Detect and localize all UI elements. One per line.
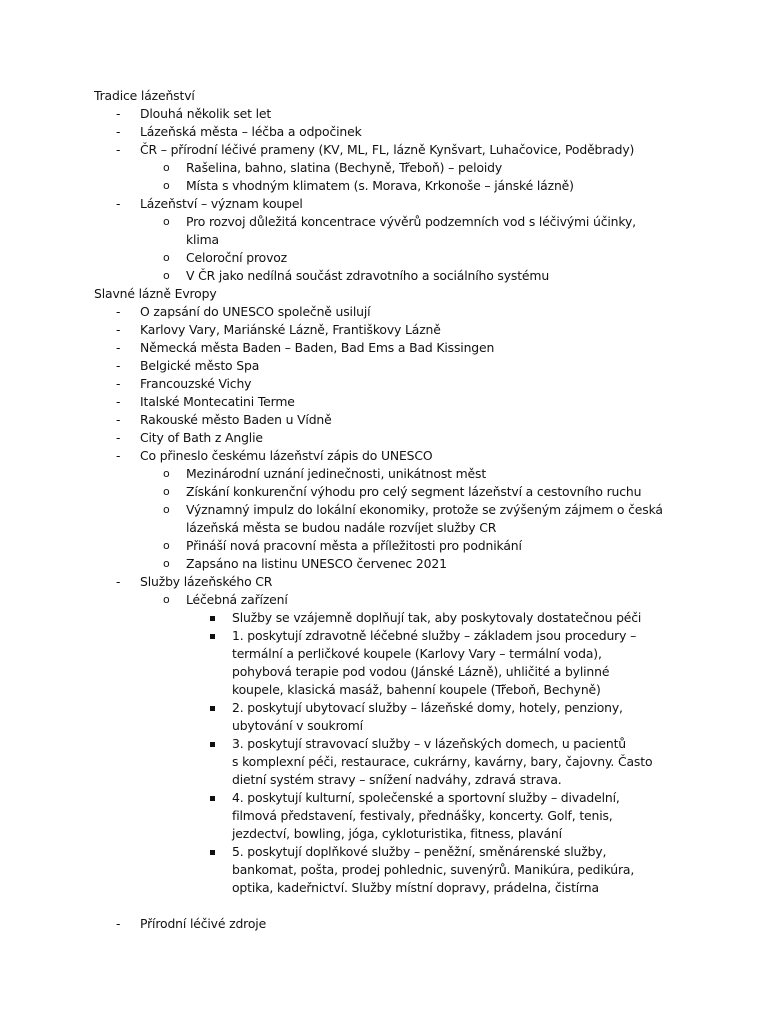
list-item-text: Lázeňská města – léčba a odpočinek [140, 124, 362, 139]
list-item-text: Italské Montecatini Terme [140, 394, 295, 409]
section-heading-text: Slavné lázně Evropy [94, 286, 217, 301]
dash-bullet: - [116, 376, 121, 391]
sub-list-item-text: klima [186, 232, 219, 247]
square-bullet [210, 627, 215, 639]
sub-list-item-text: Místa s vhodným klimatem (s. Morava, Krkonoše – jánské lázně) [186, 178, 574, 193]
square-bullet [210, 735, 215, 747]
sub-list-item-text: V ČR jako nedílná součást zdravotního a sociálního systému [186, 268, 550, 283]
dash-bullet: - [116, 304, 121, 319]
list-item-text: Belgické město Spa [140, 358, 260, 373]
dash-bullet: - [116, 412, 121, 427]
list-item-text: Co přineslo českému lázeňství zápis do UNESCO [140, 448, 433, 463]
sub-list-item-text: Zapsáno na listinu UNESCO červenec 2021 [186, 556, 447, 571]
section-heading-text: Tradice lázeňství [94, 88, 195, 103]
dash-bullet: - [116, 394, 121, 409]
dash-bullet: - [116, 574, 121, 589]
sub-list-item-text: lázeňská města se budou nadále rozvíjet služby CR [186, 520, 497, 535]
sub-sub-list-item-text: dietní systém stravy – snížení nadváhy, zdravá strava. [232, 772, 562, 787]
square-bullet [210, 609, 215, 621]
circle-bullet: o [163, 215, 170, 228]
dash-bullet: - [116, 448, 121, 463]
list-item-text: Francouzské Vichy [140, 376, 252, 391]
sub-list-item-text: Přináší nová pracovní města a příležitosti pro podnikání [186, 538, 522, 553]
sub-sub-list-item-text: Služby se vzájemně doplňují tak, aby poskytovaly dostatečnou péči [232, 610, 642, 625]
circle-bullet: o [163, 161, 170, 174]
dash-bullet: - [116, 124, 121, 139]
sub-sub-list-item-text: s komplexní péči, restaurace, cukrárny, kavárny, bary, čajovny. Často [232, 754, 653, 769]
sub-sub-list-item-text: koupele, klasická masáž, bahenní koupele (Třeboň, Bechyně) [232, 682, 601, 697]
sub-sub-list-item-text: jezdectví, bowling, jóga, cykloturistika, fitness, plavání [232, 826, 562, 841]
sub-sub-list-item-text: 2. poskytují ubytovací služby – lázeňské domy, hotely, penziony, [232, 700, 623, 715]
sub-sub-list-item-text: 4. poskytují kulturní, společenské a sportovní služby – divadelní, [232, 790, 620, 805]
dash-bullet: - [116, 340, 121, 355]
circle-bullet: o [163, 503, 170, 516]
sub-list-item-text: Celoroční provoz [186, 250, 288, 265]
sub-sub-list-item-text: termální a perličkové koupele (Karlovy Vary – termální voda), [232, 646, 602, 661]
list-item-text: City of Bath z Anglie [140, 430, 263, 445]
sub-sub-list-item-text: 1. poskytují zdravotně léčebné služby – základem jsou procedury – [232, 628, 637, 643]
sub-list-item-text: Získání konkurenční výhodu pro celý segment lázeňství a cestovního ruchu [186, 484, 642, 499]
sub-sub-list-item-text: 3. poskytují stravovací služby – v lázeňských domech, u pacientů [232, 736, 627, 751]
list-item-text: ČR – přírodní léčivé prameny (KV, ML, FL, lázně Kynšvart, Luhačovice, Poděbrady) [140, 142, 635, 157]
list-item-text: Služby lázeňského CR [140, 574, 273, 589]
circle-bullet: o [163, 467, 170, 480]
list-item-text: Rakouské město Baden u Vídně [140, 412, 332, 427]
sub-list-item-text: Významný impulz do lokální ekonomiky, protože se zvýšeným zájmem o česká [186, 502, 663, 517]
circle-bullet: o [163, 269, 170, 282]
dash-bullet: - [116, 430, 121, 445]
list-item-text: Karlovy Vary, Mariánské Lázně, Františkovy Lázně [140, 322, 441, 337]
dash-bullet: - [116, 322, 121, 337]
sub-list-item-text: Pro rozvoj důležitá koncentrace vývěrů podzemních vod s léčivými účinky, [186, 214, 636, 229]
sub-sub-list-item-text: 5. poskytují doplňkové služby – peněžní, směnárenské služby, [232, 844, 607, 859]
sub-sub-list-item-text: ubytování v soukromí [232, 718, 363, 733]
list-item-text: Dlouhá několik set let [140, 106, 272, 121]
circle-bullet: o [163, 251, 170, 264]
circle-bullet: o [163, 557, 170, 570]
list-item-text: O zapsání do UNESCO společně usilují [140, 304, 371, 319]
sub-list-item-text: Mezinárodní uznání jedinečnosti, unikátnost měst [186, 466, 487, 481]
circle-bullet: o [163, 539, 170, 552]
dash-bullet: - [116, 916, 121, 931]
sub-sub-list-item-text: bankomat, pošta, prodej pohlednic, suvenýrů. Manikúra, pedikúra, [232, 862, 635, 877]
circle-bullet: o [163, 485, 170, 498]
sub-sub-list-item-text: optika, kadeřnictví. Služby místní dopravy, prádelna, čistírna [232, 880, 599, 895]
list-item-text: Německá města Baden – Baden, Bad Ems a Bad Kissingen [140, 340, 495, 355]
dash-bullet: - [116, 142, 121, 157]
square-bullet [210, 843, 215, 855]
sub-sub-list-item-text: pohybová terapie pod vodou (Jánské Lázně), uhličité a bylinné [232, 664, 610, 679]
list-item-text: Přírodní léčivé zdroje [140, 916, 267, 931]
sub-sub-list-item-text: filmová představení, festivaly, přednášky, koncerty. Golf, tenis, [232, 808, 613, 823]
sub-list-item-text: Rašelina, bahno, slatina (Bechyně, Třeboň) – peloidy [186, 160, 503, 175]
square-bullet [210, 789, 215, 801]
square-bullet [210, 699, 215, 711]
list-item-text: Lázeňství – význam koupel [140, 196, 303, 211]
dash-bullet: - [116, 106, 121, 121]
dash-bullet: - [116, 358, 121, 373]
circle-bullet: o [163, 593, 170, 606]
circle-bullet: o [163, 179, 170, 192]
dash-bullet: - [116, 196, 121, 211]
sub-list-item-text: Léčebná zařízení [186, 592, 288, 607]
